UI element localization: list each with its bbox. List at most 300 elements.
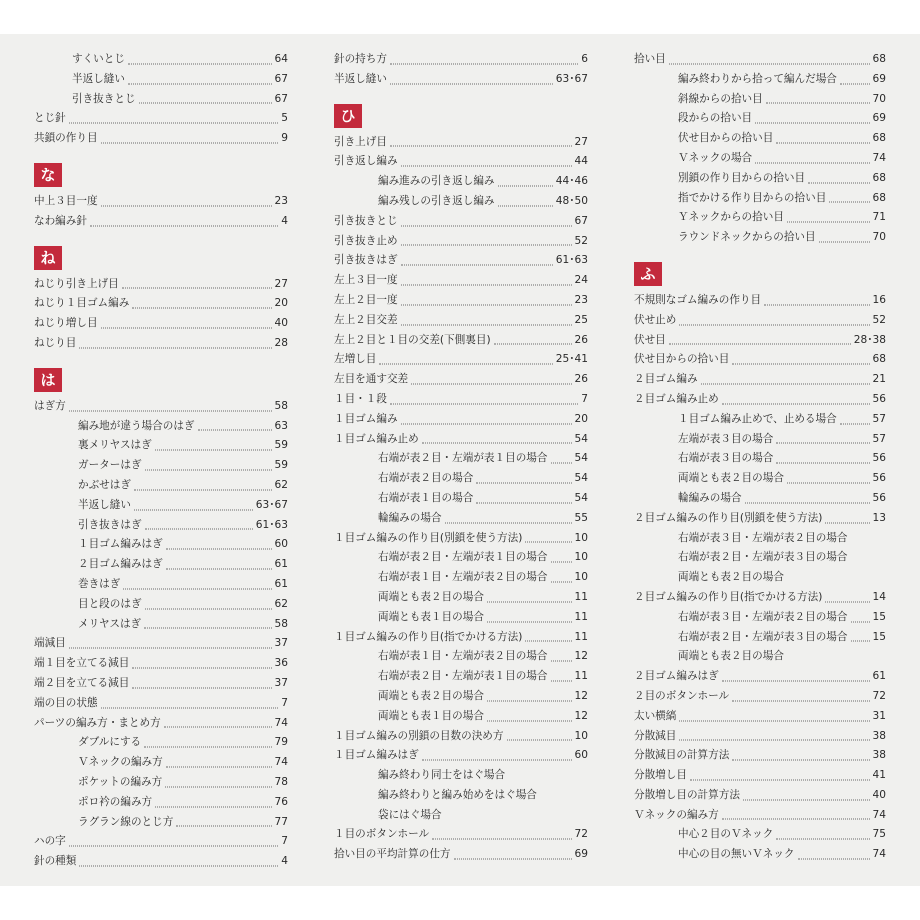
page-number: 54 [574, 432, 588, 445]
index-term: Ｙネックからの拾い目 [678, 211, 784, 224]
page-number: 68 [872, 132, 886, 145]
page-number: 25 [574, 313, 588, 326]
index-term: １目ゴム編みの作り目(別鎖を使う方法) [334, 531, 523, 544]
leader-dots [132, 667, 272, 688]
page-number: 15 [872, 610, 886, 623]
index-term: 裏メリヤスはぎ [78, 439, 152, 452]
leader-dots [155, 786, 272, 807]
section-heading-label: ひ [334, 104, 362, 128]
index-term: 段からの拾い目 [678, 112, 753, 125]
index-entry [678, 548, 886, 568]
page-number: 52 [574, 234, 588, 247]
index-term: 針の種類 [34, 855, 77, 868]
index-term: ２目ゴム編みはぎ [634, 670, 719, 683]
index-term: ハの字 [34, 835, 66, 848]
index-term: 右端が表２目・左端が表１目の場合 [378, 551, 548, 564]
index-term: Ｖネックの編み方 [634, 808, 719, 821]
leader-dots [755, 142, 870, 163]
leader-dots [128, 63, 272, 84]
leader-dots [198, 410, 272, 431]
leader-dots [722, 661, 870, 682]
index-term: 拾い目 [634, 53, 666, 65]
index-term: 巻きはぎ [78, 577, 121, 590]
index-term: 共鎖の作り目 [34, 132, 98, 145]
page-number: 21 [872, 373, 886, 386]
leader-dots [101, 123, 278, 144]
leader-dots [132, 288, 272, 309]
page-number: 12 [574, 709, 588, 722]
page-number: 12 [574, 650, 588, 663]
page-number: 23 [574, 293, 588, 306]
leader-dots [722, 383, 870, 404]
page-number: 16 [872, 293, 886, 306]
page-number: 11 [574, 630, 588, 643]
leader-dots [525, 621, 572, 642]
index-term: 左上２目交差 [334, 313, 398, 326]
leader-dots [776, 819, 870, 840]
leader-dots [432, 819, 572, 840]
leader-dots [134, 489, 253, 510]
leader-dots [69, 628, 272, 649]
index-term: 左上２目と１目の交差(下側裏目) [334, 333, 491, 346]
leader-dots [722, 799, 870, 820]
leader-dots [79, 846, 278, 867]
page-number: 67 [274, 92, 288, 105]
index-term: 不規則なゴム編みの作り目 [634, 293, 762, 306]
index-term: すくいとじ [72, 53, 125, 65]
page-number: 72 [872, 689, 886, 702]
index-term: パーツの編み方・まとめ方 [34, 716, 161, 729]
page-number: 7 [281, 696, 288, 709]
leader-dots [798, 839, 870, 860]
leader-dots [401, 265, 572, 286]
leader-dots [679, 304, 870, 325]
leader-dots [776, 123, 870, 144]
index-term: 半返し縫い [72, 72, 125, 85]
index-column-3 [634, 50, 886, 865]
index-term: １目ゴム編み [334, 412, 398, 425]
page-number: 72 [574, 828, 588, 841]
leader-dots [454, 839, 572, 860]
page-number: 74 [872, 808, 886, 821]
index-term: 左目を通す交差 [334, 373, 409, 386]
index-term: Ｖネックの編み方 [78, 756, 163, 769]
leader-dots [494, 324, 572, 345]
index-term: 目と段のはぎ [78, 597, 142, 610]
leader-dots [507, 720, 572, 741]
page-number: 67 [574, 214, 588, 227]
index-term: 両端とも表２目の場合 [378, 689, 484, 702]
page-number: 60 [274, 538, 288, 551]
index-entry [34, 212, 288, 232]
leader-dots [764, 284, 870, 305]
index-entry [378, 766, 588, 786]
page-number: 7 [281, 835, 288, 848]
page-number: 70 [872, 231, 886, 244]
page-number: 23 [274, 194, 288, 207]
page-number: 76 [274, 795, 288, 808]
page-number: 25･41 [555, 353, 588, 366]
index-term: １目・１段 [334, 392, 387, 405]
leader-dots [825, 502, 870, 523]
page-number: 26 [574, 373, 588, 386]
index-term: ２目ゴム編みの作り目(別鎖を使う方法) [634, 511, 823, 524]
leader-dots [145, 450, 272, 471]
page-number: 79 [274, 736, 288, 749]
index-entry [334, 70, 588, 90]
index-term: ダブルにする [78, 736, 142, 749]
page-number: 54 [574, 452, 588, 465]
index-term: 編み地が違う場合のはぎ [78, 419, 195, 432]
index-entry [34, 129, 288, 149]
index-term: ラウンドネックからの拾い目 [678, 231, 816, 244]
page-number: 52 [872, 313, 886, 326]
leader-dots [476, 463, 572, 484]
index-entry [334, 529, 588, 549]
index-entry [334, 628, 588, 648]
page-number: 11 [574, 610, 588, 623]
page-number: 55 [574, 511, 588, 524]
page-number: 75 [872, 828, 886, 841]
leader-dots [776, 443, 870, 464]
index-term: 半返し縫い [334, 72, 387, 85]
page-number: 15 [872, 630, 886, 643]
leader-dots [840, 403, 870, 424]
leader-dots [829, 182, 870, 203]
page-number: 61 [274, 558, 288, 571]
page-number: 40 [872, 788, 886, 801]
index-term: 中上３目一度 [34, 194, 98, 207]
leader-dots [79, 327, 272, 348]
page-number: 40 [274, 317, 288, 330]
index-term: ポケットの編み方 [78, 775, 163, 788]
page-number: 5 [281, 112, 288, 125]
leader-dots [755, 103, 870, 124]
page-number: 61 [274, 577, 288, 590]
page-number: 24 [574, 274, 588, 287]
index-entry [634, 509, 886, 529]
index-term: 伏せ目からの拾い目 [634, 353, 730, 366]
leader-dots [840, 63, 870, 84]
leader-dots [390, 63, 553, 84]
index-entry [678, 628, 886, 648]
index-term: 右端が表１目・左端が表２目の場合 [378, 650, 548, 663]
index-term: 右端が表２目の場合 [378, 472, 474, 485]
index-term: 指でかける作り目からの拾い目 [678, 191, 827, 204]
index-term: 両端とも表１目の場合 [378, 610, 484, 623]
page-number: 48･50 [555, 194, 588, 207]
leader-dots [69, 103, 278, 124]
page-number: 71 [872, 211, 886, 224]
page-number: 59 [274, 439, 288, 452]
leader-dots [422, 423, 572, 444]
page-number: 78 [274, 775, 288, 788]
index-term: 中心２目のＶネック [678, 828, 774, 841]
index-entry [334, 845, 588, 865]
leader-dots [139, 83, 272, 104]
index-term: 太い横縞 [634, 709, 677, 722]
leader-dots [445, 502, 572, 523]
index-term: ２目ゴム編み止め [634, 392, 719, 405]
leader-dots [132, 648, 272, 669]
index-term: 輪編みの場合 [678, 491, 742, 504]
page-number: 58 [274, 617, 288, 630]
page-number: 70 [872, 92, 886, 105]
page-number: 26 [574, 333, 588, 346]
leader-dots [401, 245, 553, 266]
leader-dots [144, 727, 272, 748]
leader-dots [166, 529, 272, 550]
index-term: 端１目を立てる減目 [34, 657, 130, 670]
index-term: 両端とも表２目の場合 [678, 650, 784, 663]
page-number: 56 [872, 472, 886, 485]
leader-dots [401, 403, 572, 424]
index-entry [34, 334, 288, 354]
index-term: ２目ゴム編みはぎ [78, 558, 163, 571]
page-number: 44･46 [555, 175, 588, 188]
index-term: １目ゴム編みの別鎖の目数の決め方 [334, 729, 504, 742]
index-term: １目ゴム編みはぎ [78, 538, 163, 551]
leader-dots [401, 225, 572, 246]
index-term: 両端とも表２目の場合 [678, 472, 784, 485]
index-term: ２目ゴム編み [634, 373, 698, 386]
page-number: 6 [581, 53, 588, 65]
page-number: 36 [274, 657, 288, 670]
section-heading-label: な [34, 163, 62, 187]
leader-dots [379, 344, 553, 365]
page-number: 10 [574, 551, 588, 564]
index-entry [678, 228, 886, 248]
page-number: 57 [872, 412, 886, 425]
page-number: 68 [872, 353, 886, 366]
page-number: 10 [574, 571, 588, 584]
index-column-2 [334, 50, 588, 865]
index-term: １目ゴム編みの作り目(指でかける方法) [334, 630, 523, 643]
leader-dots [101, 185, 272, 206]
page-number: 57 [872, 432, 886, 445]
leader-dots [176, 806, 272, 827]
leader-dots [679, 700, 870, 721]
index-term: メリヤスはぎ [78, 617, 142, 630]
page-number: 68 [872, 53, 886, 65]
leader-dots [145, 588, 272, 609]
index-term: 輪編みの場合 [378, 511, 442, 524]
leader-dots [166, 747, 272, 768]
leader-dots [166, 549, 272, 570]
index-term: 袋にはぐ場合 [378, 808, 442, 821]
page-number: 38 [872, 749, 886, 762]
page-number: 63 [274, 419, 288, 432]
page-number: 9 [281, 132, 288, 145]
leader-dots [144, 608, 272, 629]
leader-dots [498, 185, 553, 206]
leader-dots [69, 826, 278, 847]
index-term: とじ針 [34, 112, 66, 125]
leader-dots [551, 542, 572, 563]
index-term: 編み終わりと編み始めをはぐ場合 [378, 788, 537, 801]
leader-dots [690, 760, 870, 781]
index-term: 端２目を立てる減目 [34, 676, 130, 689]
page-number: 69 [872, 72, 886, 85]
leader-dots [669, 324, 851, 345]
index-term: 半返し縫い [78, 498, 131, 511]
index-term: ねじり引き上げ目 [34, 277, 119, 290]
leader-dots [101, 308, 272, 329]
page-number: 68 [872, 171, 886, 184]
index-term: 左端が表３目の場合 [678, 432, 774, 445]
index-term: ねじり１目ゴム編み [34, 297, 130, 310]
index-term: 分散増し目の計算方法 [634, 788, 740, 801]
index-entry [334, 430, 588, 450]
leader-dots [766, 83, 870, 104]
leader-dots [487, 700, 572, 721]
page-number: 31 [872, 709, 886, 722]
index-entry [678, 529, 886, 549]
page-number: 41 [872, 769, 886, 782]
leader-dots [808, 162, 870, 183]
index-term: 針の持ち方 [334, 53, 387, 65]
page-number: 10 [574, 531, 588, 544]
page-number: 63･67 [255, 498, 288, 511]
page-number: 62 [274, 478, 288, 491]
page-number: 74 [872, 151, 886, 164]
index-term: 編み終わり同士をはぐ場合 [378, 769, 506, 782]
leader-dots [122, 268, 272, 289]
page-number: 13 [872, 511, 886, 524]
index-term: 右端が表２目・左端が表３目の場合 [678, 630, 848, 643]
index-term: 左上３目一度 [334, 274, 398, 287]
page-number: 56 [872, 392, 886, 405]
page-number: 44 [574, 155, 588, 168]
index-entry [334, 746, 588, 766]
page-number: 28･38 [853, 333, 886, 346]
index-term: なわ編み針 [34, 214, 87, 227]
leader-dots [134, 469, 272, 490]
page-number: 7 [581, 392, 588, 405]
leader-dots [90, 205, 278, 226]
index-term: 別鎖の作り目からの拾い目 [678, 171, 806, 184]
leader-dots [476, 482, 572, 503]
section-heading-label: ね [34, 246, 62, 270]
index-term: 両端とも表２目の場合 [378, 590, 484, 603]
page-number: 77 [274, 815, 288, 828]
leader-dots [732, 680, 870, 701]
index-term: 右端が表３目・左端が表２目の場合 [678, 610, 848, 623]
leader-dots [819, 222, 870, 243]
leader-dots [701, 364, 870, 385]
page-number: 58 [274, 399, 288, 412]
index-term: 引き上げ目 [334, 135, 387, 148]
leader-dots [123, 568, 272, 589]
page-number: 10 [574, 729, 588, 742]
index-page [0, 34, 920, 886]
page-number: 28 [274, 336, 288, 349]
index-term: 右端が表１目・左端が表２目の場合 [378, 571, 548, 584]
page-number: 37 [274, 637, 288, 650]
index-term: 左上２目一度 [334, 293, 398, 306]
page-number: 4 [281, 214, 288, 227]
page-number: 63･67 [555, 72, 588, 85]
leader-dots [551, 661, 572, 682]
index-term: 中心の目の無いＶネック [678, 848, 795, 861]
leader-dots [732, 344, 870, 365]
index-term: １目のボタンホール [334, 828, 430, 841]
index-term: ポロ衿の編み方 [78, 795, 153, 808]
leader-dots [487, 581, 572, 602]
leader-dots [401, 146, 572, 167]
leader-dots [787, 202, 870, 223]
page-number: 14 [872, 590, 886, 603]
section-heading-label: は [34, 368, 62, 392]
leader-dots [155, 430, 272, 451]
leader-dots [422, 740, 572, 761]
leader-dots [390, 126, 572, 147]
page-number: 54 [574, 472, 588, 485]
leader-dots [851, 621, 870, 642]
leader-dots [743, 779, 870, 800]
leader-dots [69, 390, 272, 411]
page-number: 11 [574, 670, 588, 683]
leader-dots [164, 707, 272, 728]
index-term: ねじり増し目 [34, 317, 98, 330]
index-term: 右端が表２目・左端が表３目の場合 [678, 551, 848, 564]
page-number: 69 [574, 848, 588, 861]
page-number: 20 [574, 412, 588, 425]
index-term: 引き抜きはぎ [334, 254, 398, 267]
page-number: 56 [872, 452, 886, 465]
leader-dots [487, 601, 572, 622]
page-number: 61･63 [255, 518, 288, 531]
index-term: 伏せ目からの拾い目 [678, 132, 774, 145]
page-number: 62 [274, 597, 288, 610]
index-term: Ｖネックの場合 [678, 151, 753, 164]
page-number: 74 [274, 756, 288, 769]
leader-dots [679, 720, 870, 741]
page-number: 68 [872, 191, 886, 204]
index-term: 編み進みの引き返し編み [378, 175, 495, 188]
page-number: 67 [274, 72, 288, 85]
index-term: 引き抜きとじ [334, 214, 398, 227]
index-term: 両端とも表２目の場合 [678, 571, 784, 584]
page-number: 4 [281, 855, 288, 868]
leader-dots [128, 44, 272, 65]
index-term: ラグラン線のとじ方 [78, 815, 174, 828]
index-term: 両端とも表１目の場合 [378, 709, 484, 722]
leader-dots [487, 680, 572, 701]
index-term: 伏せ目 [634, 333, 666, 346]
index-term: 右端が表２目・左端が表１目の場合 [378, 452, 548, 465]
page-number: 64 [274, 53, 288, 65]
page-number: 74 [872, 848, 886, 861]
page-number: 60 [574, 749, 588, 762]
index-term: 右端が表３目の場合 [678, 452, 774, 465]
leader-dots [669, 44, 870, 65]
page-number: 27 [274, 277, 288, 290]
leader-dots [551, 641, 572, 662]
page-number: 74 [274, 716, 288, 729]
leader-dots [745, 482, 870, 503]
page-number: 38 [872, 729, 886, 742]
index-term: 分散増し目 [634, 769, 687, 782]
index-term: 分散減目の計算方法 [634, 749, 730, 762]
leader-dots [551, 562, 572, 583]
index-term: １目ゴム編み止めで、止める場合 [678, 412, 837, 425]
leader-dots [165, 766, 272, 787]
index-entry [634, 588, 886, 608]
page-number: 61 [872, 670, 886, 683]
index-term: かぶせはぎ [78, 478, 131, 491]
leader-dots [787, 463, 870, 484]
